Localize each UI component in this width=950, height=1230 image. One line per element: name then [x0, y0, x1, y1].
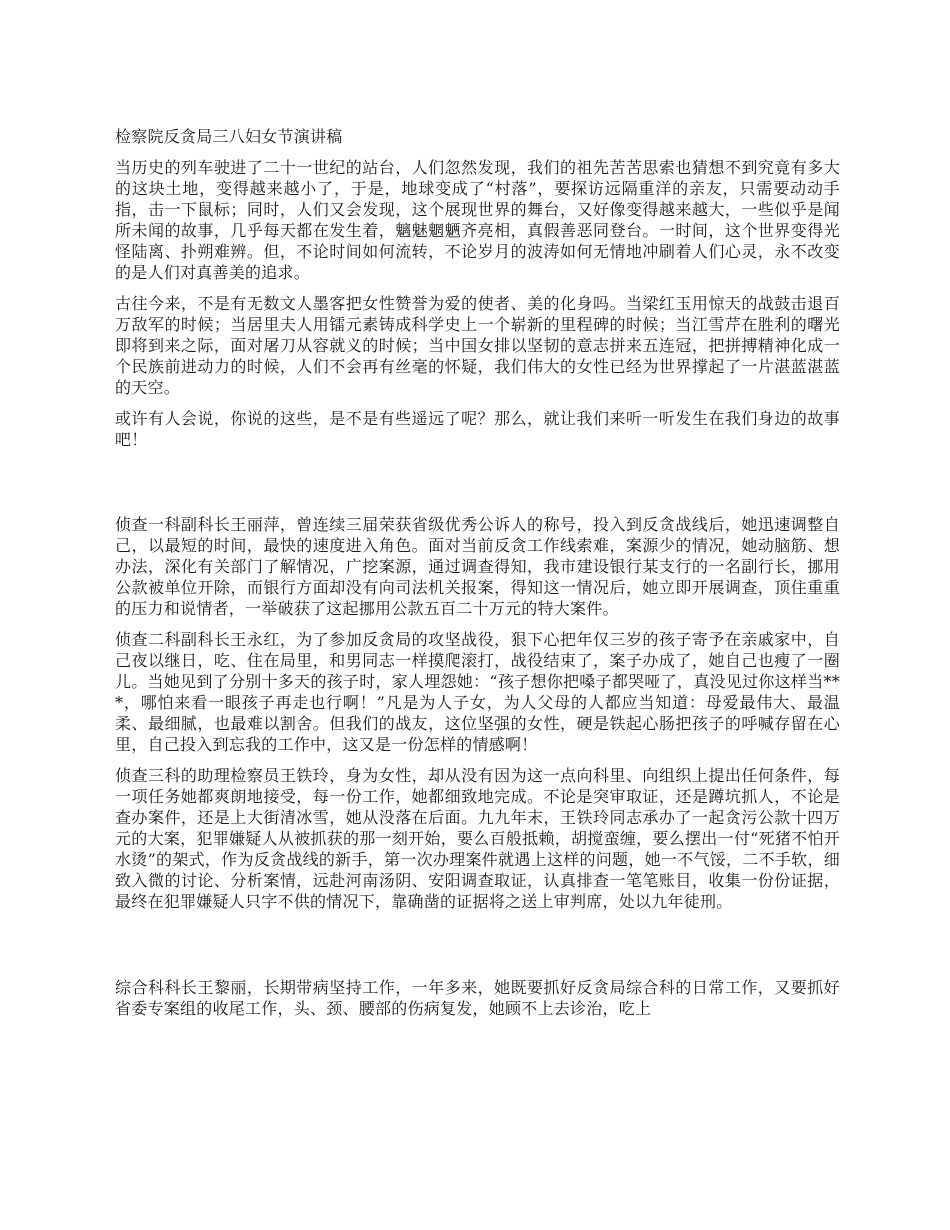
- paragraph-intro: 当历史的列车驶进了二十一世纪的站台，人们忽然发现，我们的祖先苦苦思索也猜想不到究竟有多大的这块土地，变得越来越小了，于是，地球变成了“村落”，要探访远隔重洋的亲友，只需要动动手指，击一下鼠标；同时，人们又会发现，这个展现世界的舞台，又好像变得越来越大，一些似乎是闻所未闻的故事，几乎每天都在发生着，魑魅魍魉齐亮相，真假善恶同登台。一时间，这个世界变得光怪陆离、扑朔难辨。但，不论时间如何流转，不论岁月的波涛如何无情地冲刷着人们心灵，永不改变的是人们对真善美的追求。: [115, 158, 840, 282]
- paragraph-wang-yonghong: 侦查二科副科长王永红，为了参加反贪局的攻坚战役，狠下心把年仅三岁的孩子寄予在亲戚家中，自己夜以继日，吃、住在局里，和男同志一样摸爬滚打，战役结束了，案子办成了，她自己也瘦了一圈儿。当她见到了分别十多天的孩子时，家人埋怨她：“孩子想你把嗓子都哭哑了，真没见过你这样当***，哪怕来看一眼孩子再走也行啊！”凡是为人子女，为人父母的人都应当知道：母爱最伟大、最温柔、最细腻，也最难以割舍。但我们的战友，这位坚强的女性，硬是铁起心肠把孩子的呼喊存留在心里，自己投入到忘我的工作中，这又是一份怎样的情感啊！: [115, 630, 840, 754]
- section-spacer: [115, 922, 840, 977]
- document-title: 检察院反贪局三八妇女节演讲稿: [115, 127, 343, 146]
- paragraph-wang-liping: 侦查一科副科长王丽萍，曾连续三届荣获省级优秀公诉人的称号，投入到反贪战线后，她迅速调整自己，以最短的时间，最快的速度进入角色。面对当前反贪工作线索难，案源少的情况，她动脑筋、想办法，深化有关部门了解情况，广挖案源，通过调查得知，我市建设银行某支行的一名副行长，挪用公款被单位开除，而银行方面却没有向司法机关报案，得知这一情况后，她立即开展调查，顶住重重的压力和说情者，一举破获了这起挪用公款五百二十万元的特大案件。: [115, 515, 840, 618]
- paragraph-wang-tieling: 侦查三科的助理检察员王铁玲，身为女性，却从没有因为这一点向科里、向组织上提出任何条件，每一项任务她都爽朗地接受，每一份工作，她都细致地完成。不论是突审取证，还是蹲坑抓人，不论是查办案件，还是上大街清冰雪，她从没落在后面。九九年末，王铁玲同志承办了一起贪污公款十四万元的大案，犯罪嫌疑人从被抓获的那一刻开始，要么百般抵赖，胡搅蛮缠，要么摆出一付“死猪不怕开水烫”的架式，作为反贪战线的新手，第一次办理案件就遇上这样的问题，她一不气馁，二不手软，细致入微的讨论、分析案情，远赴河南汤阴、安阳调查取证，认真排查一笔笔账目，收集一份份证据，最终在犯罪嫌疑人只字不供的情况下，靠确凿的证据将之送上审判席，处以九年徒刑。: [115, 766, 840, 911]
- document-page: [115, 126, 840, 1029]
- section-spacer: [115, 460, 840, 514]
- paragraph-women-history: 古往今来，不是有无数文人墨客把女性赞誉为爱的使者、美的化身吗。当梁红玉用惊天的战鼓击退百万敌军的时候；当居里夫人用镭元素铸成科学史上一个崭新的里程碑的时候；当江雪芹在胜利的曙光即将到来之际，面对屠刀从容就义的时候；当中国女排以坚韧的意志拼来五连冠，把拼搏精神化成一个民族前进动力的时候，人们不会再有丝毫的怀疑，我们伟大的女性已经为世界撑起了一片湛蓝湛蓝的天空。: [115, 294, 840, 397]
- paragraph-wang-lili: 综合科科长王黎丽，长期带病坚持工作，一年多来，她既要抓好反贪局综合科的日常工作，又要抓好省委专案组的收尾工作，头、颈、腰部的伤病复发，她顾不上去诊治，吃上: [115, 978, 840, 1018]
- paragraph-transition: 或许有人会说，你说的这些，是不是有些遥远了呢？那么，就让我们来听一听发生在我们身边的故事吧！: [115, 409, 840, 449]
